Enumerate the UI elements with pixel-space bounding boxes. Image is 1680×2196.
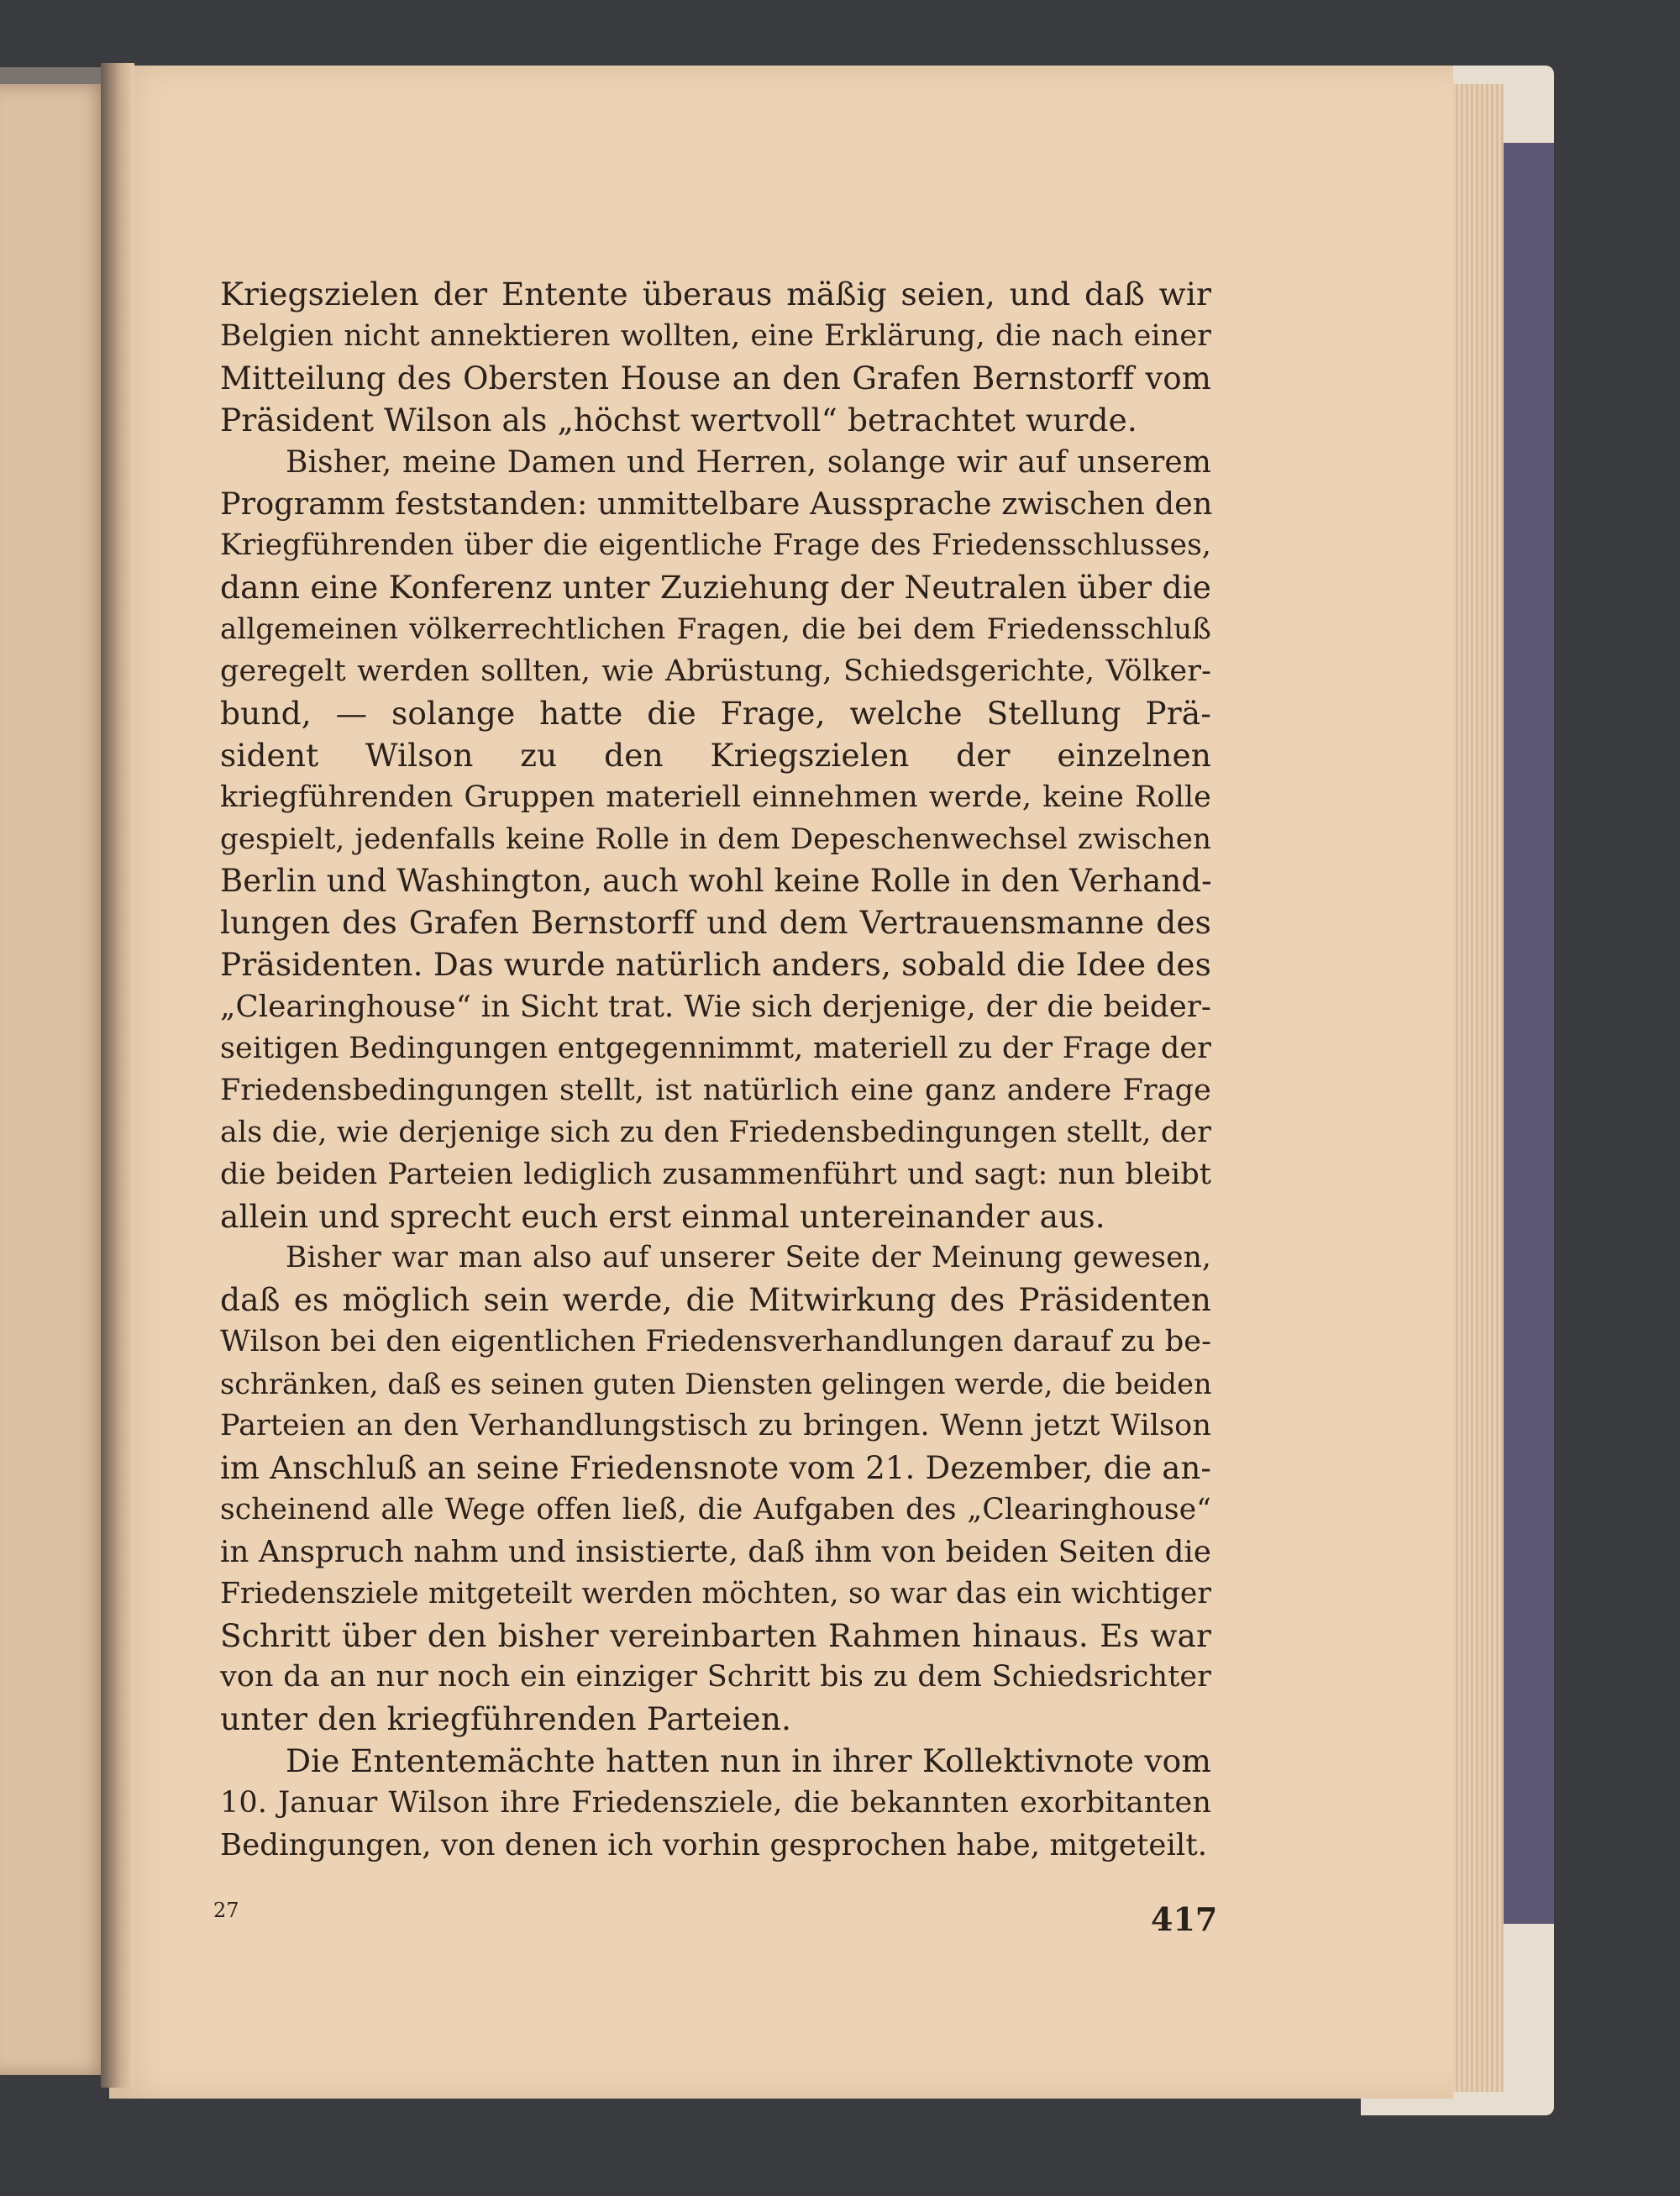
paragraph bbox=[220, 274, 1211, 442]
text-line: Kriegführenden über die eigentliche Frage des Friedensschlusses, bbox=[220, 528, 1211, 563]
text-line: allein und sprecht euch erst einmal untereinander aus. bbox=[220, 1197, 1105, 1235]
text-line: in Anspruch nahm und insistierte, daß ihm von beiden Seiten die bbox=[220, 1534, 1211, 1569]
text-line: seitigen Bedingungen entgegennimmt, materiell zu der Frage der bbox=[220, 1032, 1211, 1066]
text-line: Wilson bei den eigentlichen Friedensverhandlungen darauf zu be- bbox=[220, 1325, 1211, 1359]
text-line: bund, — solange hatte die Frage, welche Stellung Prä- bbox=[220, 694, 1211, 732]
text-line: Belgien nicht annektieren wollten, eine Erklärung, die nach einer bbox=[220, 318, 1211, 353]
book-cover-cloth bbox=[1504, 143, 1554, 1924]
text-line: scheinend alle Wege offen ließ, die Aufgaben des „Clearinghouse“ bbox=[220, 1492, 1211, 1526]
text-line: Friedensbedingungen stellt, ist natürlich eine ganz andere Frage bbox=[220, 1073, 1211, 1107]
body-text bbox=[220, 274, 1211, 1867]
text-line: schränken, daß es seinen guten Diensten gelingen werde, die beiden bbox=[220, 1368, 1212, 1401]
text-line: Bedingungen, von denen ich vorhin gesprochen habe, mitgeteilt. bbox=[220, 1827, 1208, 1862]
text-line: Präsident Wilson als „höchst wertvoll“ betrachtet wurde. bbox=[220, 401, 1137, 439]
text-line: Programm feststanden: unmittelbare Aussprache zwischen den bbox=[220, 486, 1213, 523]
text-line: Präsidenten. Das wurde natürlich anders, sobald die Idee des bbox=[220, 946, 1211, 984]
book-spine bbox=[101, 63, 134, 2088]
text-line: Mitteilung des Obersten House an den Grafen Bernstorff vom bbox=[220, 360, 1211, 397]
text-line: als die, wie derjenige sich zu den Friedensbedingungen stellt, der bbox=[220, 1115, 1211, 1149]
text-line: Bisher war man also auf unserer Seite der Meinung gewesen, bbox=[286, 1241, 1211, 1275]
text-line: „Clearinghouse“ in Sicht trat. Wie sich derjenige, der die beider- bbox=[220, 990, 1211, 1025]
text-line: gespielt, jedenfalls keine Rolle in dem Depeschenwechsel zwischen bbox=[220, 822, 1211, 856]
text-line: daß es möglich sein werde, die Mitwirkung des Präsidenten bbox=[220, 1281, 1211, 1319]
text-line: allgemeinen völkerrechtlichen Fragen, die bei dem Friedensschluß bbox=[220, 612, 1211, 647]
text-line: von da an nur noch ein einziger Schritt bis zu dem Schiedsrichter bbox=[220, 1660, 1211, 1694]
paragraph bbox=[220, 1237, 1211, 1741]
text-line: unter den kriegführenden Parteien. bbox=[220, 1700, 791, 1738]
text-line: Die Ententemächte hatten nun in ihrer Kollektivnote vom bbox=[286, 1742, 1211, 1780]
text-line: 10. Januar Wilson ihre Friedensziele, die bekannten exorbitanten bbox=[220, 1786, 1211, 1820]
paragraph bbox=[220, 442, 1211, 1238]
text-line: lungen des Grafen Bernstorff und dem Vertrauensmanne des bbox=[220, 904, 1211, 942]
text-line: Berlin und Washington, auch wohl keine Rolle in den Verhand- bbox=[220, 863, 1212, 900]
text-line: Friedensziele mitgeteilt werden möchten, so war das ein wichtiger bbox=[220, 1576, 1211, 1610]
text-line: kriegführenden Gruppen materiell einnehmen werde, keine Rolle bbox=[220, 780, 1211, 814]
text-line: Bisher, meine Damen und Herren, solange wir auf unserem bbox=[286, 444, 1211, 480]
text-line: geregelt werden sollten, wie Abrüstung, Schiedsgerichte, Völker- bbox=[220, 654, 1211, 689]
text-line: Parteien an den Verhandlungstisch zu bringen. Wenn jetzt Wilson bbox=[220, 1409, 1211, 1443]
text-line: Kriegszielen der Entente überaus mäßig seien, und daß wir bbox=[220, 276, 1211, 313]
text-line: im Anschluß an seine Friedensnote vom 21. Dezember, die an- bbox=[220, 1449, 1211, 1486]
text-line: dann eine Konferenz unter Zuziehung der Neutralen über die bbox=[220, 569, 1211, 607]
text-line: sident Wilson zu den Kriegszielen der einzelnen bbox=[220, 736, 1211, 774]
left-page-edge bbox=[0, 84, 113, 2075]
signature-mark: 27 bbox=[213, 1899, 239, 1922]
text-line: Schritt über den bisher vereinbarten Rahmen hinaus. Es war bbox=[220, 1616, 1211, 1654]
page-number: 417 bbox=[1151, 1900, 1218, 1938]
paragraph bbox=[220, 1741, 1211, 1867]
text-line: die beiden Parteien lediglich zusammenführt und sagt: nun bleibt bbox=[220, 1157, 1211, 1191]
